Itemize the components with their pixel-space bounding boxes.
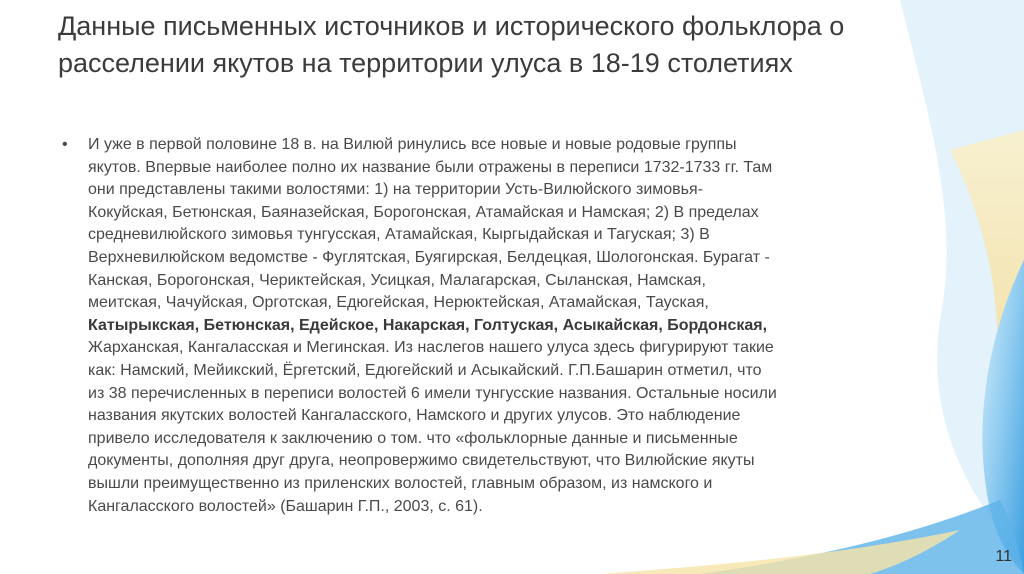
paragraph-line: Кокуйская, Бетюнская, Баяназейская, Борогонская, Атамайская и Намская; 2) В пределах bbox=[88, 203, 759, 221]
paragraph-line-bold: Катырыкская, Бетюнская, Едейское, Накарская, Голтуская, Асыкайская, Бордонская, bbox=[88, 316, 768, 334]
paragraph-line: названия якутских волостей Кангаласского, Намского и других улусов. Это наблюдение bbox=[88, 407, 741, 425]
paragraph-line: меитская, Чачуйская, Орготская, Едюгейская, Нерюктейская, Атамайская, Тауская, bbox=[88, 294, 709, 312]
bullet-paragraph bbox=[88, 134, 970, 518]
paragraph-line: документы, дополняя друг друга, неопровержимо свидетельствуют, что Вилюйские якуты bbox=[88, 452, 755, 470]
page-number: 11 bbox=[995, 548, 1012, 565]
paragraph-line: привело исследователя к заключению о том. что «фольклорные данные и письменные bbox=[88, 429, 738, 447]
paragraph-line: они представлены такими волостями: 1) на территории Усть-Вилюйского зимовья- bbox=[88, 181, 703, 199]
paragraph-line: Канская, Борогонская, Чериктейская, Усицкая, Малагарская, Сыланская, Намская, bbox=[88, 271, 706, 289]
paragraph-line: средневилюйского зимовья тунгусская, Атамайская, Кыргыдайская и Тагуская; 3) В bbox=[88, 226, 710, 244]
paragraph-line: Жарханская, Кангаласская и Мегинская. Из наслегов нашего улуса здесь фигурируют такие bbox=[88, 339, 774, 357]
paragraph-line: Верхневилюйском ведомстве - Фуглятская, Буягирская, Белдецкая, Шологонская. Бурагат - bbox=[88, 248, 770, 266]
paragraph-line: И уже в первой половине 18 в. на Вилюй ринулись все новые и новые родовые группы bbox=[88, 136, 737, 153]
paragraph-line: как: Намский, Мейикский, Ёргетский, Едюгейский и Асыкайский. Г.П.Башарин отметил, что bbox=[88, 361, 762, 379]
paragraph-line: из 38 перечисленных в переписи волостей 6 имели тунгусские названия. Остальные носили bbox=[88, 384, 777, 402]
paragraph-line: Кангаласского волостей» (Башарин Г.П., 2003, с. 61). bbox=[88, 497, 483, 515]
paragraph-line: вышли преимущественно из приленских волостей, главным образом, из намского и bbox=[88, 474, 713, 492]
bullet-item bbox=[62, 134, 970, 518]
slide-content bbox=[62, 134, 970, 518]
paragraph-line: якутов. Впервые наиболее полно их название были отражены в переписи 1732-1733 гг. Там bbox=[88, 158, 773, 176]
slide-title: Данные письменных источников и исторического фольклора о расселении якутов на территории улуса в 18-19 столетиях bbox=[58, 11, 845, 78]
bullet-icon: • bbox=[62, 136, 68, 153]
